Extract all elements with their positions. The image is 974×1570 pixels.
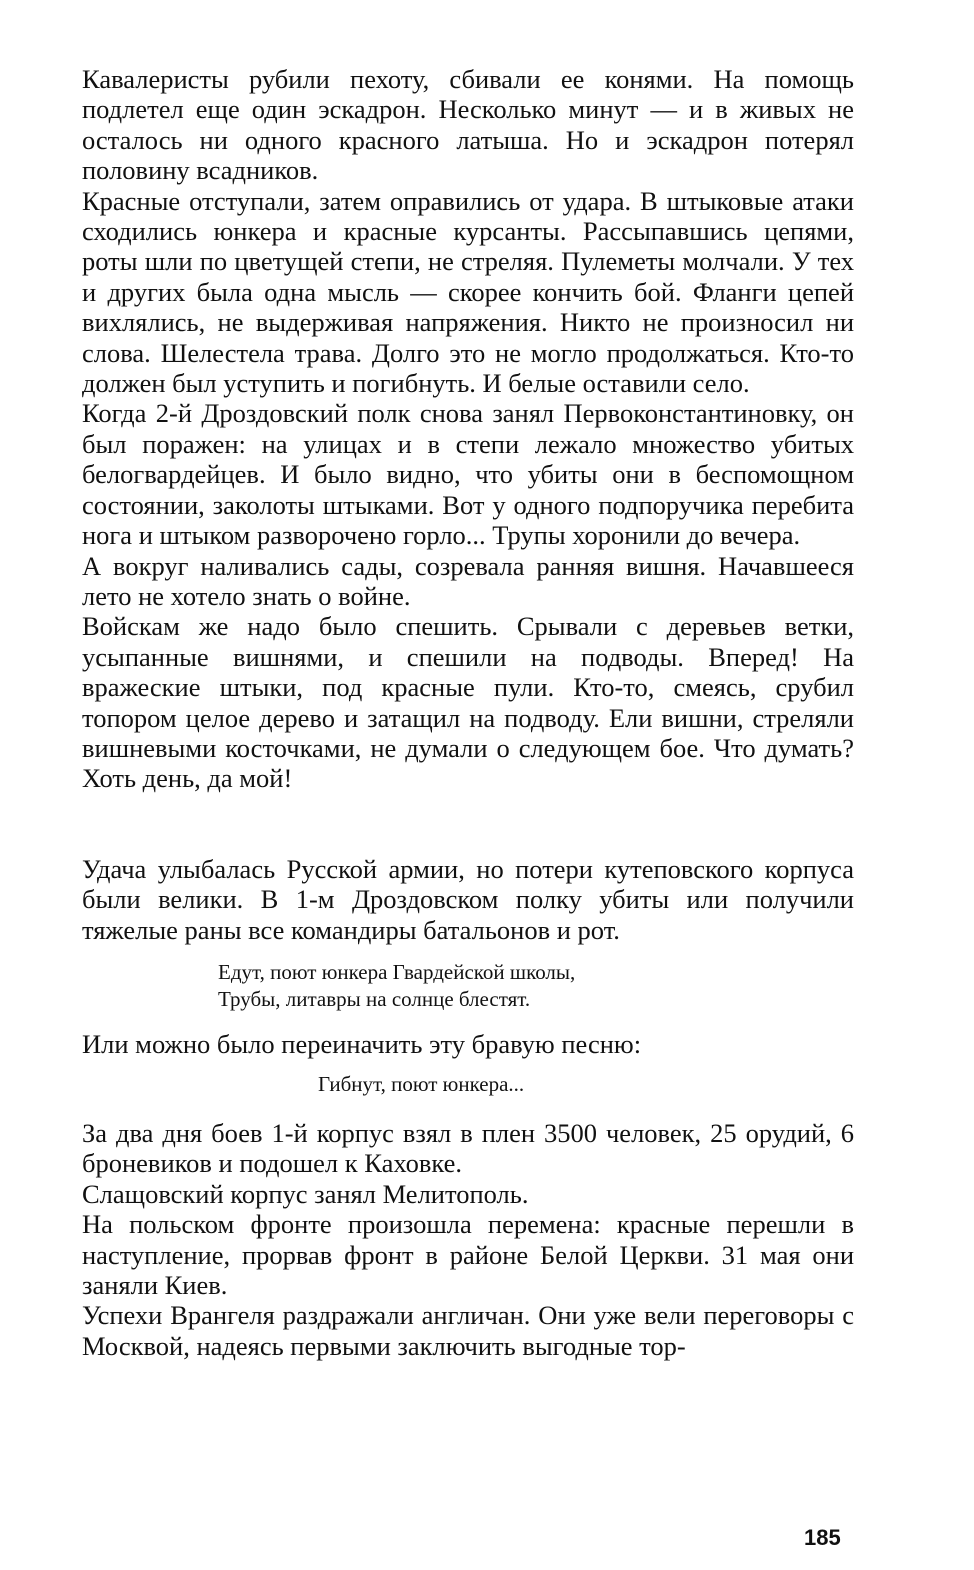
section-battle	[82, 64, 854, 794]
paragraph: Кавалеристы рубили пехоту, сбивали ее конями. На помощь подлетел еще один эскадрон. Несколько минут — и в живых не осталось ни одного красного латыша. Но и эскадрон потерял половину всадников.	[82, 64, 854, 186]
paragraph: Слащовский корпус занял Мелитополь.	[82, 1178, 529, 1209]
section-losses	[82, 854, 854, 945]
paragraph: За два дня боев 1-й корпус взял в плен 3500 человек, 25 орудий, 6 броневиков и подошел к Каховке.	[82, 1117, 854, 1179]
paragraph: Войскам же надо было спешить. Срывали с деревьев ветки, усыпанные вишнями, и спешили на подводы. Вперед! На вражеские штыки, под красные пули. Кто-то, смеясь, срубил топором целое дерево и затащил на подводу. Ели вишни, стреляли вишневыми косточками, не думали о следующем бое. Что думать? Хоть день, да мой!	[82, 611, 854, 794]
paragraph: Успехи Врангеля раздражали англичан. Они уже вели переговоры с Москвой, надеясь первыми заключить выгодные тор-	[82, 1300, 854, 1361]
section-outcome	[82, 1118, 854, 1361]
paragraph: Красные отступали, затем оправились от удара. В штыковые атаки сходились юнкера и красные курсанты. Рассыпавшись цепями, роты шли по цветущей степи, не стреляя. Пулеметы молчали. У тех и других была одна мысль — скорее кончить бой. Фланги цепей вихлялись, не выдерживая напряжения. Никто не произносил ни слова. Шелестела трава. Долго это не могло продолжаться. Кто-то должен был уступить и погибнуть. И белые оставили село.	[82, 185, 854, 399]
book-page	[82, 64, 854, 1361]
paragraph: Когда 2-й Дроздовский полк снова занял Первоконстантиновку, он был поражен: на улицах и в степи лежало множество убитых белогвардейцев. И было видно, что убиты они в беспомощном состоянии, заколоты штыками. Вот у одного подпоручика перебита нога и штыком разворочено горло... Трупы хоронили до вечера.	[82, 398, 854, 551]
paragraph: Удача улыбалась Русской армии, но потери кутеповского корпуса были велики. В 1-м Дроздовском полку убиты или получили тяжелые раны все командиры батальонов и рот.	[82, 853, 854, 945]
verse-quote	[218, 959, 854, 1013]
verse-intro: Или можно было переиначить эту бравую песню:	[82, 1028, 642, 1059]
verse-quote-altered: Гибнут, поют юнкера...	[318, 1071, 525, 1096]
page-number: 185	[804, 1525, 841, 1550]
verse-line: Едут, поют юнкера Гвардейской школы,	[218, 959, 576, 984]
paragraph: А вокруг наливались сады, созревала ранняя вишня. Начавшееся лето не хотело знать о войне.	[82, 550, 854, 611]
verse-line: Трубы, литавры на солнце блестят.	[218, 986, 531, 1011]
paragraph: На польском фронте произошла перемена: красные перешли в наступление, прорвав фронт в районе Белой Церкви. 31 мая они заняли Киев.	[82, 1209, 854, 1300]
